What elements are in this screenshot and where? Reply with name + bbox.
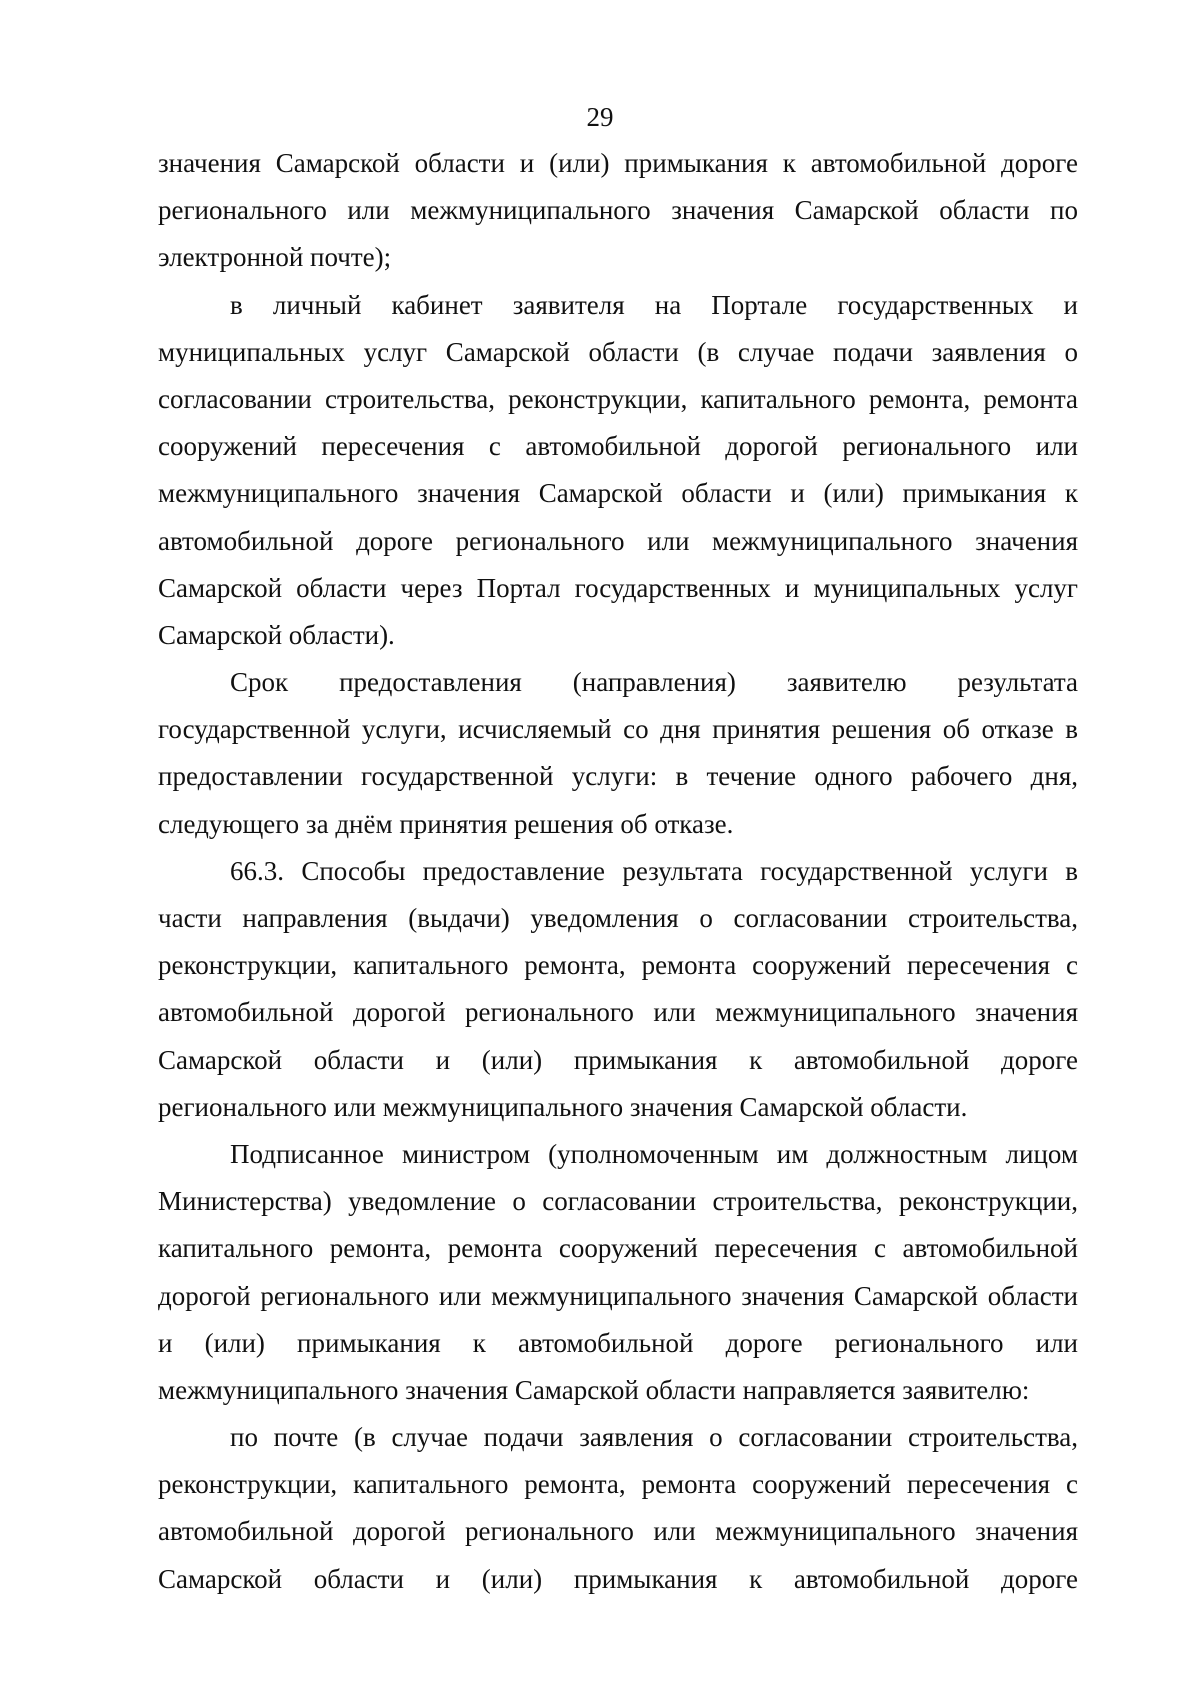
text-line: части направления (выдачи) уведомления о согласовании строительства, [158,903,1078,933]
text-line: по почте (в случае подачи заявления о согласовании строительства, [230,1422,1078,1453]
text-line: предоставлении государственной услуги: в течение одного рабочего дня, [158,761,1078,792]
text-line: Самарской области). [158,619,395,650]
text-line: регионального или межмуниципального значения Самарской области по [158,195,1078,226]
page-number: 29 [586,102,614,132]
text-line: муниципальных услуг Самарской области (в случае подачи заявления о [158,336,1078,367]
text-line: электронной почте); [158,242,392,273]
text-line: Подписанное министром (уполномоченным им должностным лицом [230,1138,1078,1169]
text-line: Самарской области через Портал государственных и муниципальных услуг [158,572,1078,603]
document-body [158,140,1078,1603]
text-line: межмуниципального значения Самарской области направляется заявителю: [158,1374,1030,1405]
text-line: и (или) примыкания к автомобильной дороге регионального или [158,1327,1078,1358]
text-line: в личный кабинет заявителя на Портале государственных и [230,289,1078,320]
text-line: регионального или межмуниципального значения Самарской области. [158,1091,968,1122]
text-line: Самарской области и (или) примыкания к автомобильной дороге [158,1044,1078,1075]
text-line: автомобильной дороге регионального или межмуниципального значения [158,525,1078,556]
text-line: значения Самарской области и (или) примыкания к автомобильной дороге [158,148,1078,178]
paragraph [158,282,1078,660]
paragraph [158,659,1078,848]
text-line: государственной услуги, исчисляемый со дня принятия решения об отказе в [158,714,1078,745]
text-line: Самарской области и (или) примыкания к автомобильной дороге [158,1563,1078,1594]
paragraph [158,1414,1078,1603]
text-line: реконструкции, капитального ремонта, ремонта сооружений пересечения с [158,950,1078,981]
text-line: 66.3. Способы предоставление результата государственной услуги в [230,855,1078,886]
paragraph [158,140,1078,282]
text-line: дорогой регионального или межмуниципального значения Самарской области [158,1280,1078,1311]
paragraph [158,1131,1078,1414]
text-line: реконструкции, капитального ремонта, ремонта сооружений пересечения с [158,1469,1078,1500]
text-line: Министерства) уведомление о согласовании строительства, реконструкции, [158,1186,1078,1217]
text-line: автомобильной дорогой регионального или межмуниципального значения [158,997,1078,1028]
text-line: автомобильной дорогой регионального или межмуниципального значения [158,1516,1078,1547]
text-line: сооружений пересечения с автомобильной дорогой регионального или [158,431,1078,462]
text-line: капитального ремонта, ремонта сооружений пересечения с автомобильной [158,1233,1078,1264]
text-line: межмуниципального значения Самарской области и (или) примыкания к [158,478,1078,509]
text-line: согласовании строительства, реконструкции, капитального ремонта, ремонта [158,383,1078,414]
text-line: следующего за днём принятия решения об отказе. [158,808,734,839]
paragraph [158,848,1078,1131]
text-line: Срок предоставления (направления) заявителю результата [230,667,1078,698]
